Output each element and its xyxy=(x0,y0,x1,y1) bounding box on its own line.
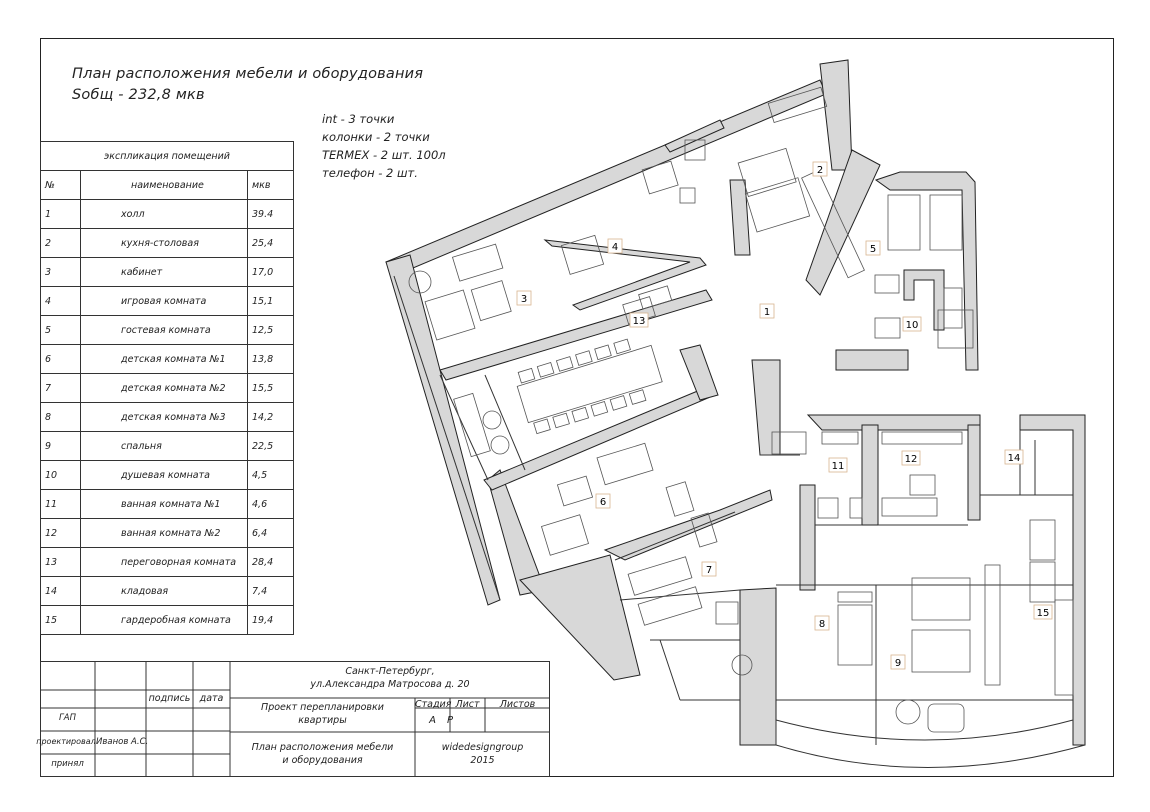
shower-south-wall xyxy=(836,350,908,370)
bath1-west-wall xyxy=(800,485,815,590)
child3-wall xyxy=(740,588,776,745)
room-area: 4,6 xyxy=(248,490,294,519)
designed-label: проектировал xyxy=(36,737,96,746)
room-area: 22,5 xyxy=(248,432,294,461)
room-number: 2 xyxy=(41,229,81,258)
drawing-year: 2015 xyxy=(470,755,495,766)
room-name: детская комната №2 xyxy=(81,374,248,403)
title-line-2: Sобщ - 232,8 мкв xyxy=(72,87,205,103)
room-number: 8 xyxy=(41,403,81,432)
address-line-2: ул.Александра Матросова д. 20 xyxy=(310,679,470,690)
room-number: 15 xyxy=(41,606,81,635)
room-number: 12 xyxy=(41,519,81,548)
room-label-7: 7 xyxy=(705,565,713,576)
room-name: душевая комната xyxy=(81,461,248,490)
room-name: переговорная комната xyxy=(81,548,248,577)
room-area: 14,2 xyxy=(248,403,294,432)
room-area: 15,5 xyxy=(248,374,294,403)
room-name: ванная комната №1 xyxy=(81,490,248,519)
room-area: 12,5 xyxy=(248,316,294,345)
sign-label: подпись xyxy=(148,693,191,704)
room-number: 6 xyxy=(41,345,81,374)
room-label-11: 11 xyxy=(831,461,845,472)
project-line-2: квартиры xyxy=(298,715,347,726)
designer-name: Иванов А.С. xyxy=(96,737,149,747)
room-number: 4 xyxy=(41,287,81,316)
stage-value: А xyxy=(429,715,436,726)
sheet-value: Р xyxy=(446,715,454,726)
title-line-1: План расположения мебели и оборудования xyxy=(72,66,424,82)
meeting-child1-wall xyxy=(484,390,708,490)
date-label: дата xyxy=(199,693,224,704)
room-area: 39.4 xyxy=(248,200,294,229)
gap-label: ГАП xyxy=(59,713,76,723)
room-name: спальня xyxy=(81,432,248,461)
company-name: widedesigngroup xyxy=(441,742,524,753)
room-label-6: 6 xyxy=(599,497,607,508)
room-number: 7 xyxy=(41,374,81,403)
room-number: 3 xyxy=(41,258,81,287)
col-area-header: мкв xyxy=(248,171,294,200)
room-label-13: 13 xyxy=(632,316,646,327)
room-label-12: 12 xyxy=(904,454,918,465)
room-number: 13 xyxy=(41,548,81,577)
room-label-14: 14 xyxy=(1007,453,1021,464)
room-number: 10 xyxy=(41,461,81,490)
room-area: 17,0 xyxy=(248,258,294,287)
title-block xyxy=(36,661,550,777)
room-name: гостевая комната xyxy=(81,316,248,345)
project-name xyxy=(230,701,415,727)
room-number: 5 xyxy=(41,316,81,345)
room-number: 1 xyxy=(41,200,81,229)
room-area: 25,4 xyxy=(248,229,294,258)
room-name: игровая комната xyxy=(81,287,248,316)
explication-header: экспликация помещений xyxy=(41,142,294,171)
room-label-4: 4 xyxy=(611,242,619,253)
sheets-label: Листов xyxy=(499,699,536,710)
room-name: ванная комната №2 xyxy=(81,519,248,548)
room-label-15: 15 xyxy=(1036,608,1050,619)
sheet-label: Лист xyxy=(455,699,480,710)
room-area: 19,4 xyxy=(248,606,294,635)
kitchen-east-wall xyxy=(820,60,852,170)
note-termex: TERMEX - 2 шт. 100л xyxy=(322,148,446,162)
room-number: 14 xyxy=(41,577,81,606)
note-int: int - 3 точки xyxy=(322,112,395,126)
child2-north-wall xyxy=(605,490,772,560)
project-line-1: Проект перепланировки xyxy=(261,702,384,713)
west-facade-wall xyxy=(386,255,500,605)
room-label-1: 1 xyxy=(763,307,771,318)
bath-north-wall xyxy=(808,415,980,430)
drawing-line-2: и оборудования xyxy=(282,755,363,766)
room-area: 28,4 xyxy=(248,548,294,577)
room-label-10: 10 xyxy=(905,320,919,331)
address-line-1: Санкт-Петербург, xyxy=(345,666,435,677)
room-name: кладовая xyxy=(81,577,248,606)
note-phone: телефон - 2 шт. xyxy=(322,166,418,180)
room-number: 11 xyxy=(41,490,81,519)
room-label-9: 9 xyxy=(894,658,902,669)
room-label-3: 3 xyxy=(520,294,528,305)
room-name: детская комната №1 xyxy=(81,345,248,374)
room-area: 15,1 xyxy=(248,287,294,316)
col-name-header: наименование xyxy=(81,171,248,200)
room-name: гардеробная комната xyxy=(81,606,248,635)
room-name: кухня-столовая xyxy=(81,229,248,258)
drawing-line-1: План расположения мебели xyxy=(251,742,394,753)
room-area: 13,8 xyxy=(248,345,294,374)
accepted-label: принял xyxy=(51,759,84,769)
bath-divider-wall xyxy=(862,425,878,525)
room-label-5: 5 xyxy=(869,244,877,255)
meeting-east-wall xyxy=(680,345,718,400)
room-area: 4,5 xyxy=(248,461,294,490)
room-area: 6,4 xyxy=(248,519,294,548)
room-name: детская комната №3 xyxy=(81,403,248,432)
address xyxy=(230,665,550,691)
col-num-header: № xyxy=(41,171,81,200)
room-area: 7,4 xyxy=(248,577,294,606)
room-name: холл xyxy=(81,200,248,229)
hall-closet-wall xyxy=(752,360,780,455)
bath2-east-wall xyxy=(968,425,980,520)
note-speakers: колонки - 2 точки xyxy=(322,130,430,144)
stage-label: Стадия xyxy=(415,699,452,710)
company-block xyxy=(415,741,550,767)
room-label-8: 8 xyxy=(818,619,826,630)
drawing-name xyxy=(230,741,415,767)
room-number: 9 xyxy=(41,432,81,461)
room-name: кабинет xyxy=(81,258,248,287)
room-label-2: 2 xyxy=(816,165,824,176)
